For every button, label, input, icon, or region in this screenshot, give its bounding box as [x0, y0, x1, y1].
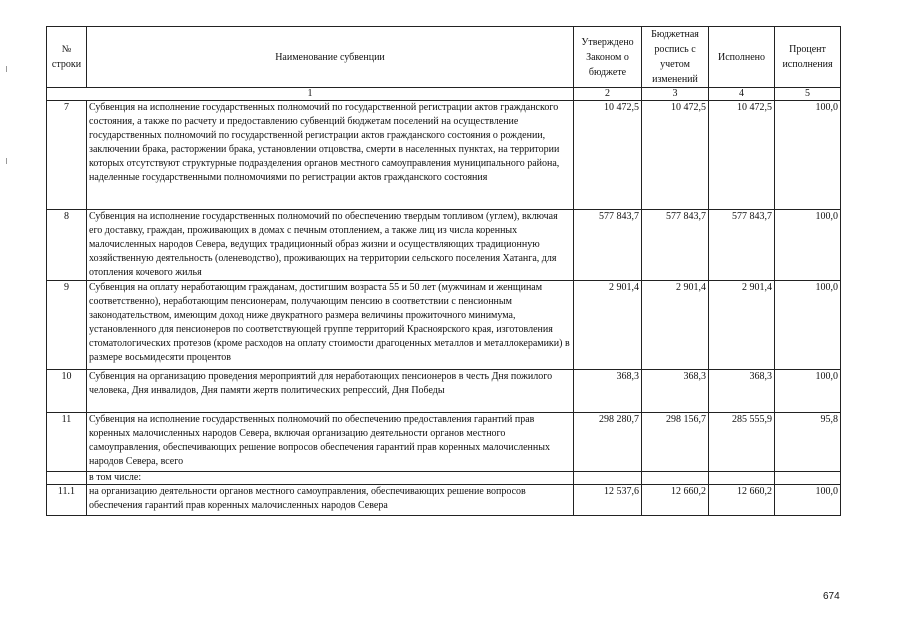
header-budget-schedule: Бюджетная роспись с учетом изменений [642, 27, 709, 88]
executed-value [709, 472, 775, 485]
budget-value: 10 472,5 [642, 101, 709, 210]
column-number-row [47, 88, 841, 101]
executed-value: 368,3 [709, 370, 775, 413]
percent-value: 95,8 [775, 413, 841, 472]
approved-value [574, 472, 642, 485]
header-row-number: № строки [47, 27, 87, 88]
row-number: 8 [47, 210, 87, 281]
header-subvention-name: Наименование субвенции [87, 27, 574, 88]
page-number: 674 [823, 591, 840, 602]
approved-value: 2 901,4 [574, 281, 642, 370]
subvention-table [46, 26, 841, 516]
subvention-name: Субвенция на исполнение государственных полномочий по государственной регистрации актов гражданского состояния, а также по расчету и предоставлению субвенций бюджетам поселений на осуществление государственных полномочий по государственной регистрации актов гражданского состояния о рождении, заключении брака, расторжении брака, установлении отцовства, смерти в населенных пунктах, на территории которых отсутствуют структурные подразделения органов местного самоуправления муниципального района, наделенные государственными полномочиями по регистрации актов гражданского состояния [87, 101, 574, 210]
percent-value: 100,0 [775, 370, 841, 413]
budget-value: 298 156,7 [642, 413, 709, 472]
column-number: 2 [574, 88, 642, 101]
percent-value: 100,0 [775, 485, 841, 516]
row-number: 10 [47, 370, 87, 413]
approved-value: 12 537,6 [574, 485, 642, 516]
row-number: 7 [47, 101, 87, 210]
row-number: 9 [47, 281, 87, 370]
subvention-name: Субвенция на оплату неработающим гражданам, достигшим возраста 55 и 50 лет (мужчинам и женщинам соответственно), неработающим пенсионерам, получающим пенсию в соответствии с пенсионным законодательством, имеющим доход ниже двукратного размера величины прожиточного минимума, установленного для пенсионеров по соответствующей группе территорий Красноярского края, изготовления стоматологических протезов (кроме расходов на оплату стоимости драгоценных металлов и металлокерамики) в размере восьмидесяти процентов [87, 281, 574, 370]
column-number: 4 [709, 88, 775, 101]
percent-value: 100,0 [775, 281, 841, 370]
budget-value: 12 660,2 [642, 485, 709, 516]
executed-value: 285 555,9 [709, 413, 775, 472]
executed-value: 577 843,7 [709, 210, 775, 281]
subvention-name: Субвенция на исполнение государственных полномочий по обеспечению предоставления гарантий прав коренных малочисленных народов Севера, включая организацию деятельности органов местного самоуправления, обеспечивающих решение вопросов обеспечения гарантий прав коренных малочисленных народов Севера, всего [87, 413, 574, 472]
header-approved: Утверждено Законом о бюджете [574, 27, 642, 88]
column-number: 5 [775, 88, 841, 101]
table-row [47, 413, 841, 472]
subvention-name: Субвенция на исполнение государственных полномочий по обеспечению твердым топливом (углем), включая его доставку, граждан, проживающих в домах с печным отоплением, а также лиц из числа коренных малочисленных народов Севера, ведущих традиционный образ жизни и осуществляющих традиционную хозяйственную деятельность (оленеводство), проживающих на территории сельского поселения Хатанга, для отопления кочевого жилья [87, 210, 574, 281]
table-row [47, 101, 841, 210]
header-executed: Исполнено [709, 27, 775, 88]
executed-value: 2 901,4 [709, 281, 775, 370]
budget-value: 2 901,4 [642, 281, 709, 370]
margin-mark [6, 158, 7, 164]
executed-value: 12 660,2 [709, 485, 775, 516]
row-number: 11.1 [47, 485, 87, 516]
percent-value: 100,0 [775, 210, 841, 281]
approved-value: 577 843,7 [574, 210, 642, 281]
column-number: 1 [47, 88, 574, 101]
percent-value: 100,0 [775, 101, 841, 210]
row-number [47, 472, 87, 485]
approved-value: 10 472,5 [574, 101, 642, 210]
budget-value [642, 472, 709, 485]
subvention-name: Субвенция на организацию проведения мероприятий для неработающих пенсионеров в честь Дня пожилого человека, Дня инвалидов, Дня памяти жертв политических репрессий, Дня Победы [87, 370, 574, 413]
header-percent: Процент исполнения [775, 27, 841, 88]
table-row [47, 370, 841, 413]
subvention-name: на организацию деятельности органов местного самоуправления, обеспечивающих решение вопросов обеспечения гарантий прав коренных малочисленных народов Севера [87, 485, 574, 516]
table-row [47, 281, 841, 370]
header-row [47, 27, 841, 88]
table-row [47, 485, 841, 516]
table-row [47, 210, 841, 281]
budget-value: 577 843,7 [642, 210, 709, 281]
budget-value: 368,3 [642, 370, 709, 413]
subvention-name: в том числе: [87, 472, 574, 485]
table-row [47, 472, 841, 485]
approved-value: 298 280,7 [574, 413, 642, 472]
row-number: 11 [47, 413, 87, 472]
approved-value: 368,3 [574, 370, 642, 413]
percent-value [775, 472, 841, 485]
margin-mark [6, 66, 7, 72]
column-number: 3 [642, 88, 709, 101]
subvention-table-container [46, 26, 841, 516]
executed-value: 10 472,5 [709, 101, 775, 210]
